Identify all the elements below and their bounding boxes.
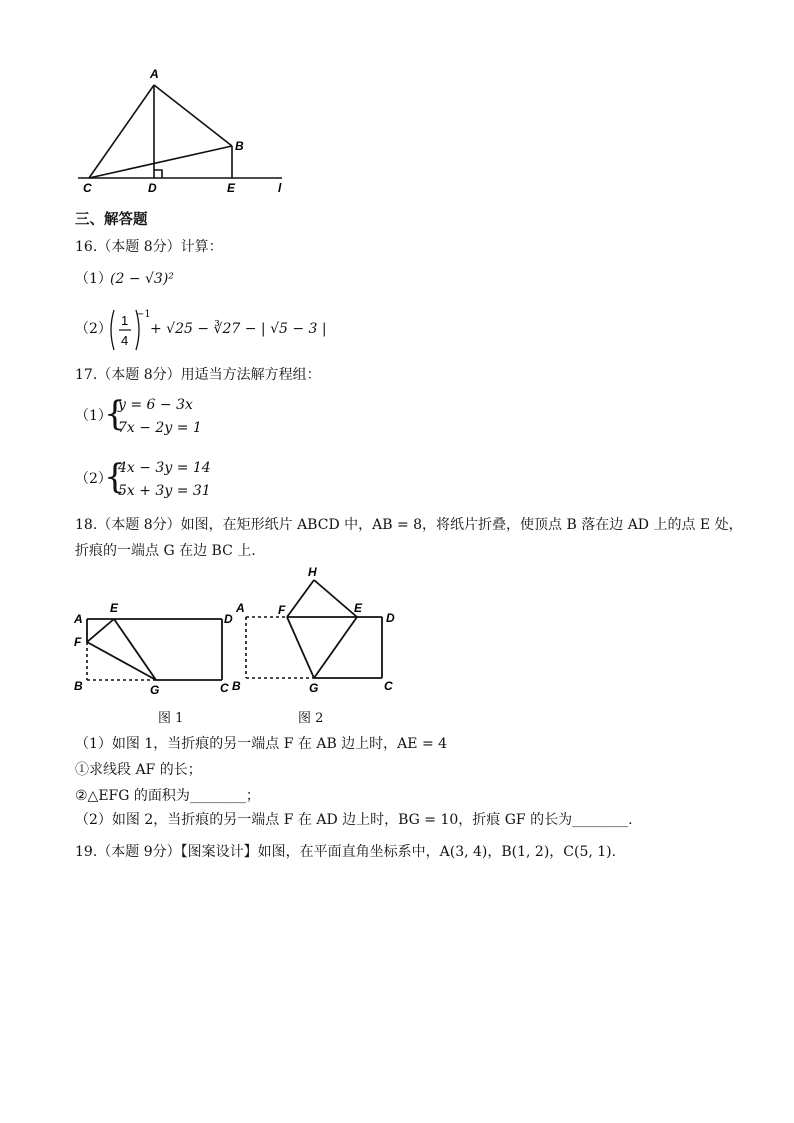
fig1-label-c: C xyxy=(220,681,229,695)
label-e: E xyxy=(227,181,236,195)
segment-he xyxy=(314,580,357,617)
q18-figure-2-caption: 图 2 xyxy=(298,711,324,726)
q17-part2-brace: { xyxy=(104,457,126,497)
fraction-numerator: 1 xyxy=(121,313,129,328)
fraction-denominator: 4 xyxy=(121,333,129,348)
label-l: l xyxy=(278,181,282,195)
q16-part1-label: （1） xyxy=(75,271,112,287)
q18-figure-1 xyxy=(68,596,246,700)
q18-stem-line2: 折痕的一端点 G 在边 BC 上. xyxy=(75,543,256,559)
top-triangle-figure xyxy=(70,64,300,200)
right-angle-mark xyxy=(154,170,162,178)
fig2-label-a: A xyxy=(236,601,245,615)
q16-part1-expr: (2 − √3)² xyxy=(110,271,174,287)
q18-figure-1-caption: 图 1 xyxy=(158,711,184,726)
fig2-label-g: G xyxy=(309,681,319,695)
segment-fe xyxy=(87,619,114,642)
segment-ab xyxy=(154,85,232,146)
q18-part1-sub1: ①求线段 AF 的长； xyxy=(75,762,202,778)
segment-fg xyxy=(87,642,156,680)
q16-part2-rest: + √25 − ∛27 − | √5 − 3 | xyxy=(150,321,327,337)
fig2-label-b: B xyxy=(232,679,241,693)
fig1-label-b: B xyxy=(74,679,83,693)
label-d: D xyxy=(148,181,157,195)
fig1-label-d: D xyxy=(224,612,233,626)
q17-part1-brace: { xyxy=(104,394,126,434)
segment-cb xyxy=(89,146,232,178)
q18-part1-line: （1）如图 1，当折痕的另一端点 F 在 AB 边上时，AE = 4 xyxy=(75,736,448,752)
q16-stem: 16.（本题 8分）计算： xyxy=(75,239,223,255)
fig1-label-a: A xyxy=(74,612,83,626)
q19-stem: 19.（本题 9分）【图案设计】如图，在平面直角坐标系中，A(3, 4)，B(1, 2)，C(5, 1). xyxy=(75,844,617,860)
label-b: B xyxy=(235,139,244,153)
q17-part1-eq1: y = 6 − 3x xyxy=(118,397,193,413)
q18-part1-sub2: ②△EFG 的面积为________； xyxy=(75,788,260,804)
q17-part2-eq1: 4x − 3y = 14 xyxy=(118,460,211,476)
q18-part2-line: （2）如图 2，当折痕的另一端点 F 在 AD 边上时，BG = 10，折痕 GF 的长为________. xyxy=(75,812,633,828)
q17-part2-label: （2） xyxy=(75,471,112,487)
q16-part2-exponent: −1 xyxy=(136,309,151,320)
fig2-label-h: H xyxy=(308,565,317,579)
q16-part2-label: （2） xyxy=(75,321,112,337)
q18-stem-line1: 18.（本题 8分）如图，在矩形纸片 ABCD 中，AB = 8，将纸片折叠，使顶点 B 落在边 AD 上的点 E 处， xyxy=(75,517,743,533)
segment-eg xyxy=(314,617,357,678)
q17-part1-label: （1） xyxy=(75,408,112,424)
q18-figure-2 xyxy=(230,560,406,696)
segment-ca xyxy=(89,85,154,178)
fig2-label-d: D xyxy=(386,611,395,625)
segment-eg xyxy=(114,619,156,680)
label-a: A xyxy=(150,67,159,81)
segment-fh xyxy=(287,580,314,617)
label-c: C xyxy=(83,181,92,195)
q17-stem: 17.（本题 8分）用适当方法解方程组： xyxy=(75,367,321,383)
fig1-label-e: E xyxy=(110,601,119,615)
q17-part2-eq2: 5x + 3y = 31 xyxy=(118,483,211,499)
q17-part1-eq2: 7x − 2y = 1 xyxy=(118,420,202,436)
segment-fg xyxy=(287,617,314,678)
fig2-label-e: E xyxy=(354,601,363,615)
fig1-label-f: F xyxy=(74,635,82,649)
fig1-label-g: G xyxy=(150,683,160,697)
fig2-label-c: C xyxy=(384,679,393,693)
section-title: 三、解答题 xyxy=(75,211,148,228)
fig2-label-f: F xyxy=(278,603,286,617)
